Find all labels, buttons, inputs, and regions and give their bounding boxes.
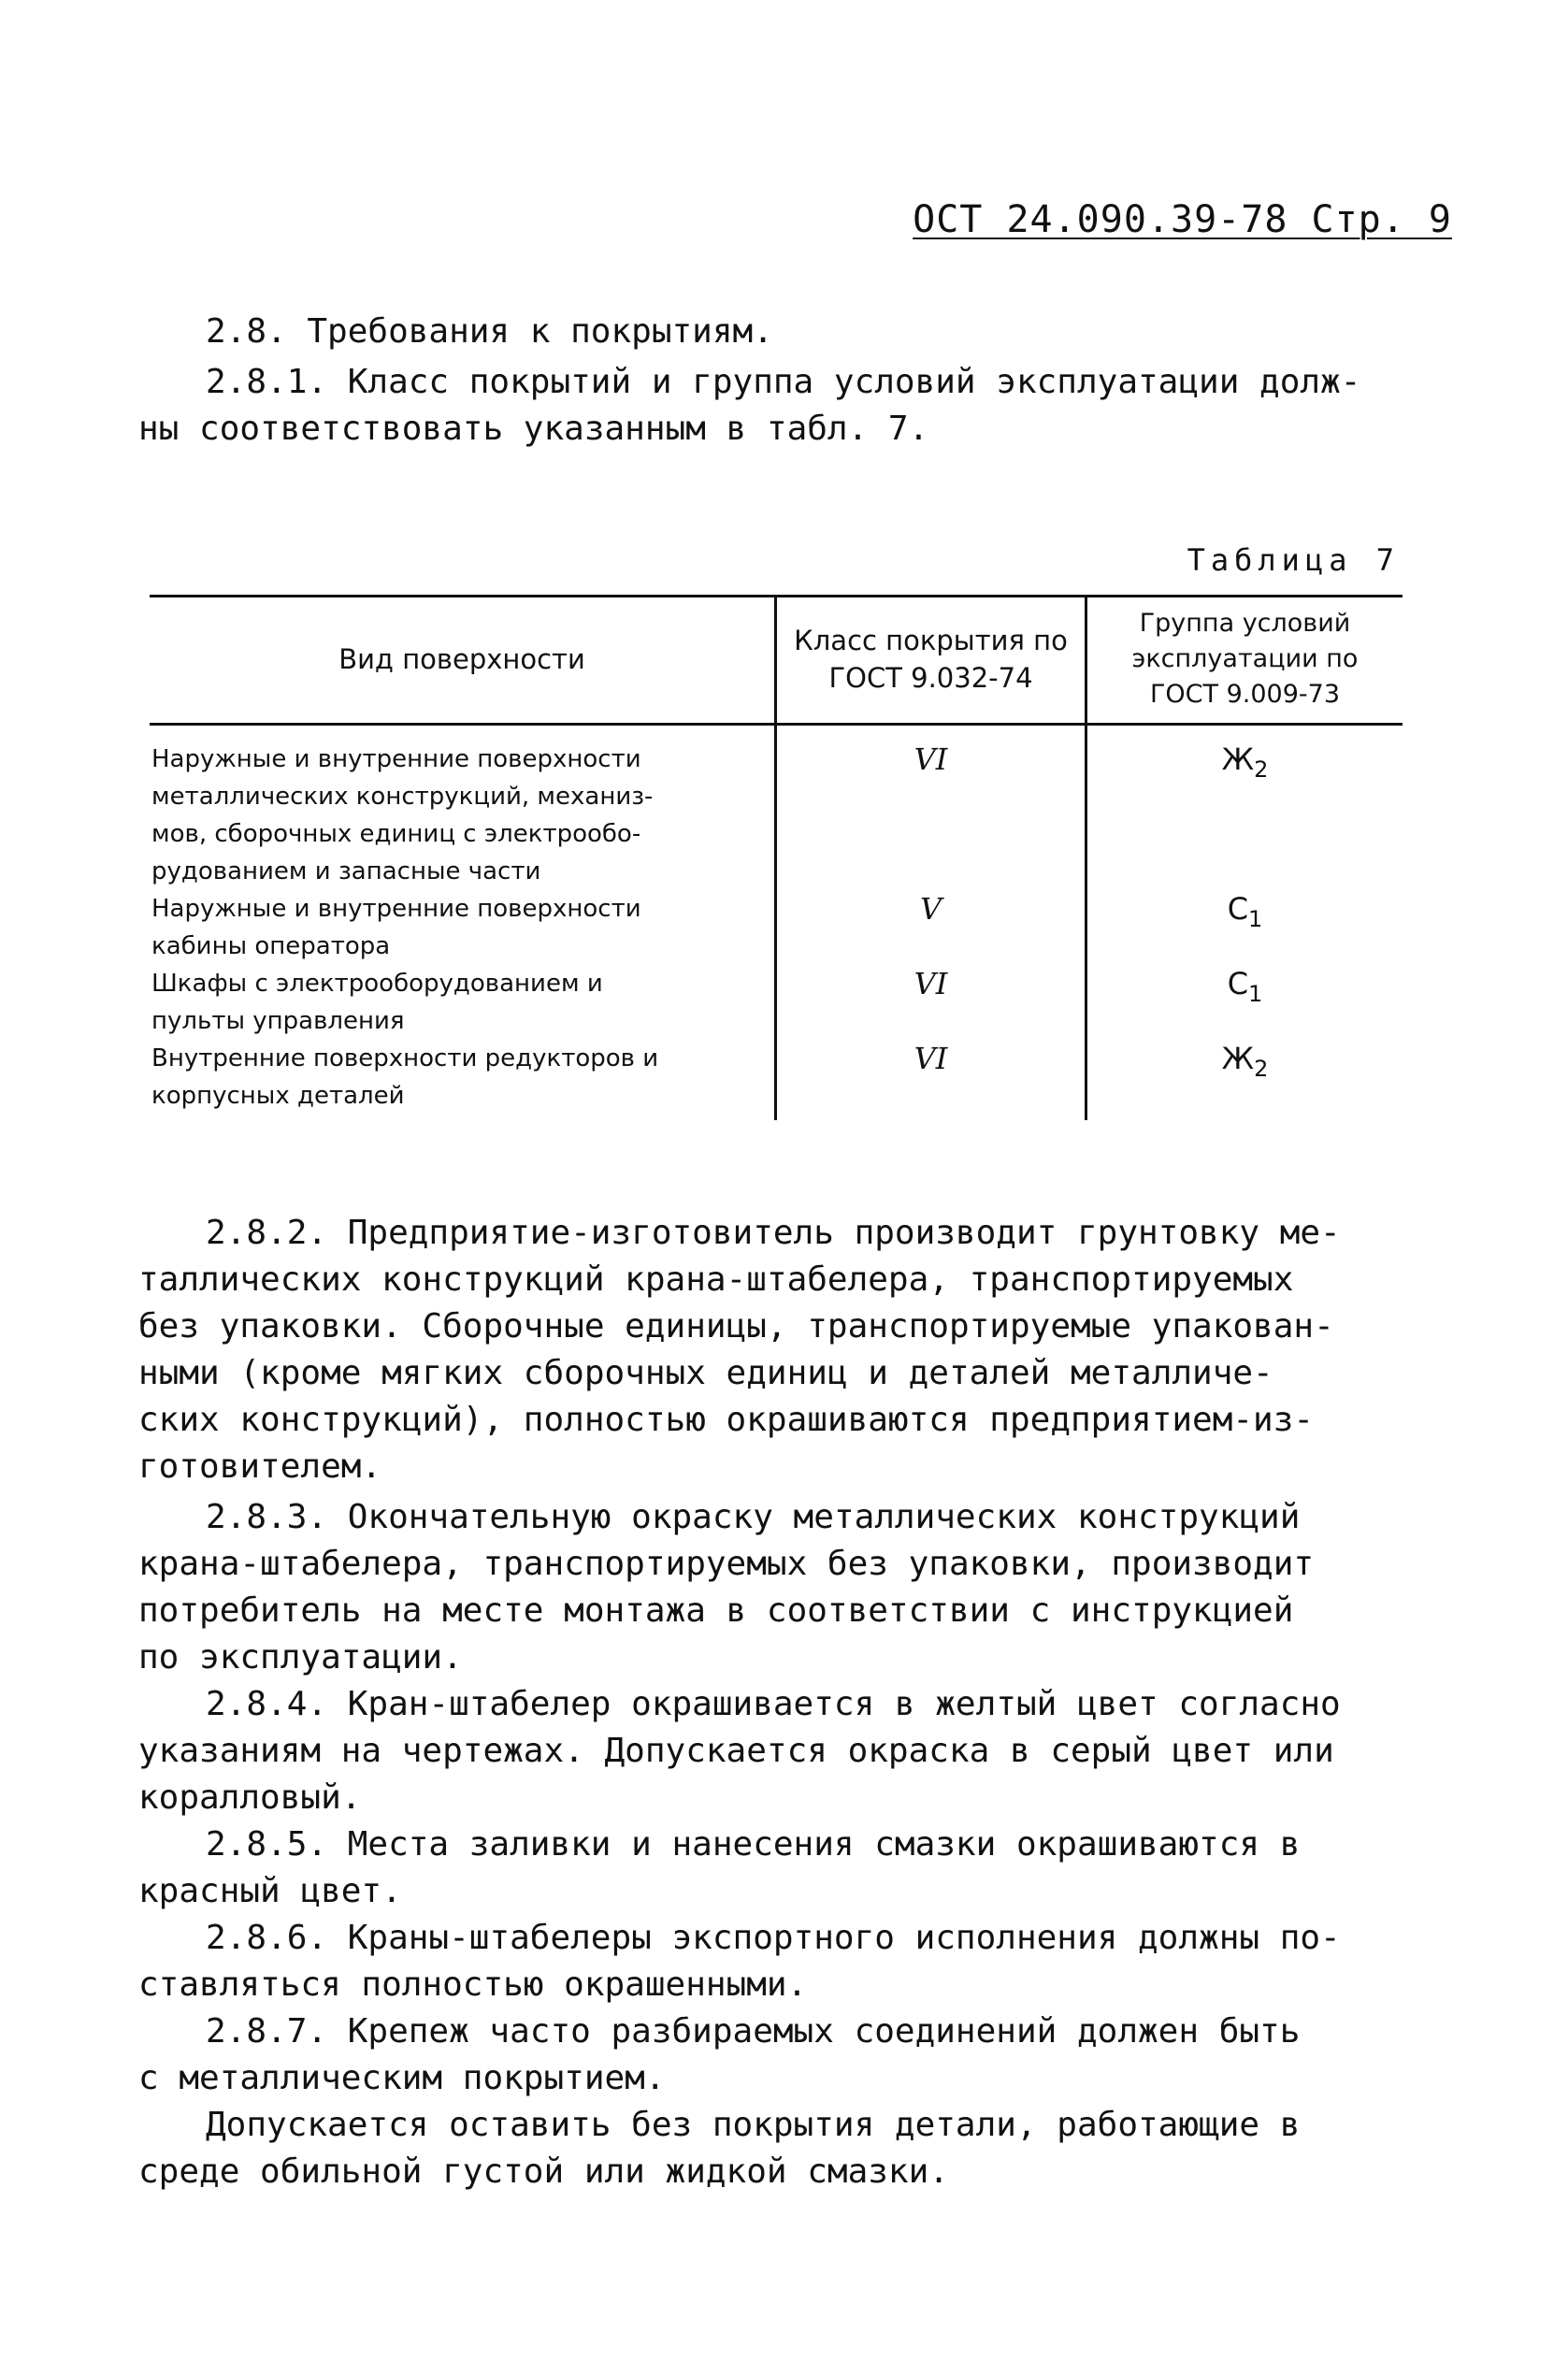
paragraph-line: 2.8.7. Крепеж часто разбираемых соединений должен быть: [206, 2012, 1301, 2051]
document-reference: ОСТ 24.090.39-78 Стр. 9: [913, 198, 1452, 241]
group-index: 1: [1248, 981, 1263, 1007]
paragraph-line: готовителем.: [138, 1447, 382, 1486]
surface-line: Наружные и внутренние поверхности: [151, 895, 641, 923]
paragraph-line: указаниям на чертежах. Допускается окраска в серый цвет или: [138, 1732, 1334, 1770]
group-letter: Ж: [1221, 741, 1255, 777]
paragraph-line: 2.8.5. Места заливки и нанесения смазки окрашиваются в: [206, 1825, 1301, 1864]
table-caption: Таблица 7: [1187, 542, 1400, 578]
paragraph-coating-exemption: [138, 2102, 1447, 2195]
surface-line: рудованием и запасные части: [151, 857, 541, 885]
surface-cell: [151, 741, 761, 890]
conditions-group-cell: [1087, 741, 1403, 788]
header-coating-class: [777, 595, 1085, 723]
conditions-group-cell: [1087, 890, 1403, 938]
paragraph-2-8-6: [138, 1915, 1447, 2008]
paragraph-line: 2.8.4. Кран-штабелер окрашивается в желтый цвет согласно: [206, 1685, 1341, 1723]
header-conditions-group: [1087, 595, 1403, 723]
paragraph-2-8-4: [138, 1681, 1447, 1821]
surface-line: металлических конструкций, механиз-: [151, 783, 654, 811]
paragraph-line: ными (кроме мягких сборочных единиц и деталей металличе-: [138, 1354, 1273, 1392]
surface-line: пульты управления: [151, 1007, 405, 1035]
group-index: 2: [1254, 1056, 1269, 1082]
paragraph-2-8-3: [138, 1494, 1447, 1681]
group-letter: С: [1227, 966, 1249, 1001]
paragraph-line: ставляться полностью окрашенными.: [138, 1965, 808, 2004]
surface-line: кабины оператора: [151, 932, 391, 960]
coating-class-cell: VI: [913, 966, 948, 1001]
paragraph-line: ских конструкций), полностью окрашиваются предприятием-из-: [138, 1401, 1315, 1439]
header-line: Группа условий: [1139, 608, 1351, 638]
group-index: 1: [1248, 906, 1263, 932]
surface-cell: [151, 1040, 761, 1115]
header-line: эксплуатации по: [1131, 643, 1359, 673]
coating-class-cell: VI: [913, 1041, 948, 1076]
paragraph-line: 2.8.6. Краны-штабелеры экспортного исполнения должны по-: [206, 1919, 1341, 1957]
surface-line: Внутренние поверхности редукторов и: [151, 1044, 659, 1072]
paragraph-line: 2.8.3. Окончательную окраску металлических конструкций: [206, 1498, 1301, 1536]
paragraph-line: красный цвет.: [138, 1872, 402, 1910]
surface-line: мов, сборочных единиц с электрообо-: [151, 820, 641, 848]
header-surface: Вид поверхности: [338, 642, 585, 675]
paragraph-line: таллических конструкций крана-штабелера, транспортируемых: [138, 1260, 1294, 1299]
paragraph-line: 2.8.1. Класс покрытий и группа условий эксплуатации долж-: [206, 363, 1361, 401]
section-2-8-heading: 2.8. Требования к покрытиям.: [206, 312, 773, 351]
section-2-8-1: [138, 359, 1447, 453]
paragraph-line: без упаковки. Сборочные единицы, транспортируемые упакован-: [138, 1307, 1334, 1346]
paragraph-2-8-5: [138, 1821, 1447, 1915]
surface-line: Шкафы с электрооборудованием и: [151, 970, 603, 998]
paragraph-2-8-7: [138, 2008, 1447, 2102]
paragraph-line: крана-штабелера, транспортируемых без упаковки, производит: [138, 1545, 1315, 1583]
paragraph-line: Допускается оставить без покрытия детали, работающие в: [206, 2106, 1301, 2144]
paragraph-line: 2.8.2. Предприятие-изготовитель производит грунтовку ме-: [206, 1214, 1341, 1252]
paragraph-line: среде обильной густой или жидкой смазки.: [138, 2152, 949, 2191]
surface-line: корпусных деталей: [151, 1082, 405, 1110]
paragraph-2-8-2: [138, 1210, 1447, 1490]
group-letter: С: [1227, 891, 1249, 927]
paragraph-line: по эксплуатации.: [138, 1638, 463, 1677]
header-line: ГОСТ 9.032-74: [828, 661, 1033, 694]
conditions-group-cell: [1087, 965, 1403, 1013]
surface-cell: [151, 965, 761, 1040]
group-index: 2: [1254, 756, 1269, 783]
paragraph-line: с металлическим покрытием.: [138, 2059, 666, 2097]
conditions-group-cell: [1087, 1040, 1403, 1087]
surface-cell: [151, 890, 761, 965]
paragraph-line: ны соответствовать указанным в табл. 7.: [138, 410, 929, 448]
coating-class-cell: V: [919, 891, 942, 927]
surface-line: Наружные и внутренние поверхности: [151, 745, 641, 773]
header-line: Класс покрытия по: [794, 624, 1068, 656]
header-line: ГОСТ 9.009-73: [1149, 679, 1341, 709]
coating-class-cell: VI: [913, 741, 948, 777]
paragraph-line: потребитель на месте монтажа в соответствии с инструкцией: [138, 1591, 1294, 1630]
coatings-table: [150, 595, 1403, 1120]
group-letter: Ж: [1221, 1041, 1255, 1076]
paragraph-line: коралловый.: [138, 1778, 362, 1817]
